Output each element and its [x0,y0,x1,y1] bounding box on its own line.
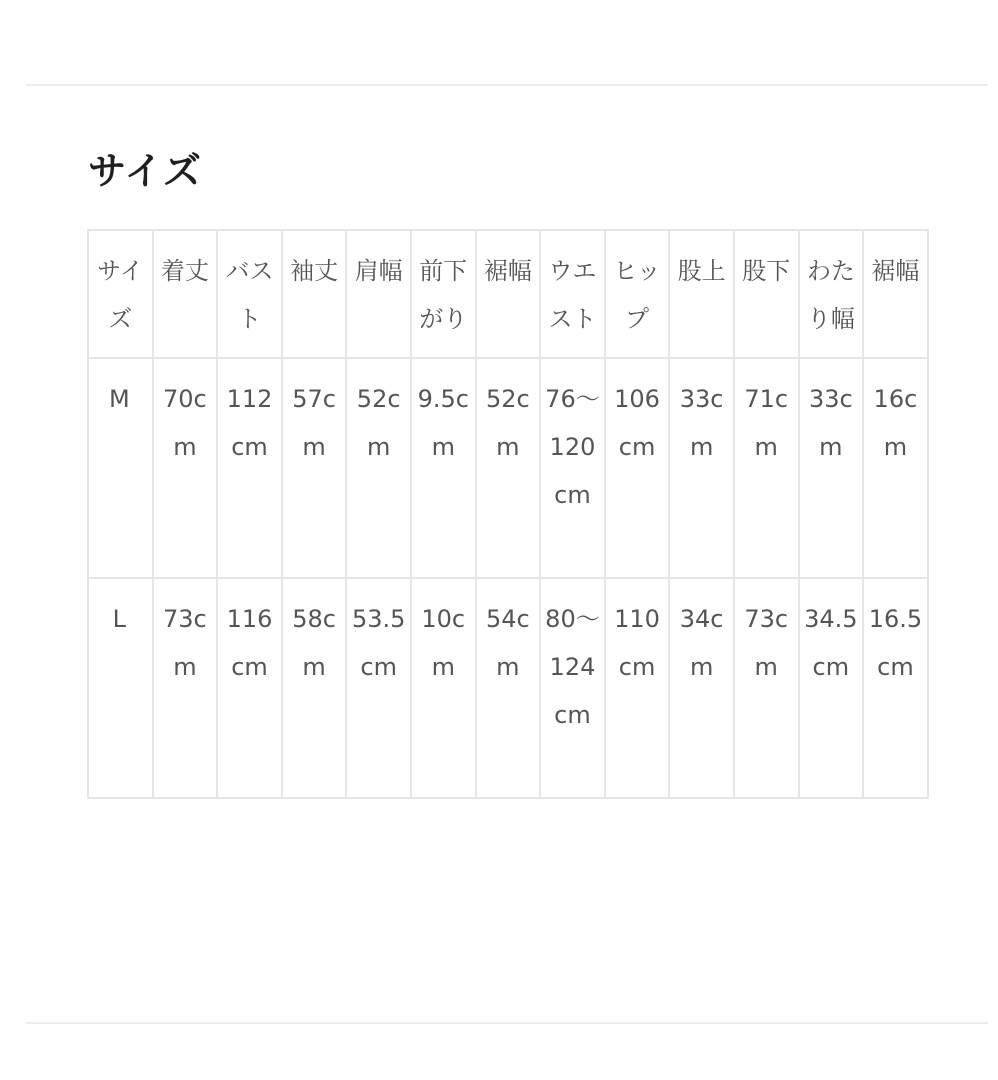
header-hem-width: 裾幅 [476,230,541,358]
table-row [88,578,928,798]
header-waist: ウエスト [540,230,605,358]
header-rise: 股上 [669,230,734,358]
table-cell: 16.5cm [863,578,928,798]
table-cell: 112cm [217,358,282,578]
section-title: サイズ [88,149,202,193]
table-cell: 73cm [734,578,799,798]
table-cell: 33cm [669,358,734,578]
table-cell: 16cm [863,358,928,578]
table-cell: 76〜120cm [540,358,605,578]
header-leg-opening: 裾幅 [863,230,928,358]
header-size: サイズ [88,230,153,358]
bottom-divider [26,1022,988,1024]
size-label: M [88,358,153,578]
table-cell: 34cm [669,578,734,798]
table-cell: 10cm [411,578,476,798]
table-cell: 34.5cm [799,578,864,798]
table-cell: 73cm [153,578,218,798]
table-cell: 52cm [346,358,411,578]
table-cell: 70cm [153,358,218,578]
table-cell: 57cm [282,358,347,578]
header-hip: ヒップ [605,230,670,358]
size-table [87,229,929,799]
header-thigh: わたり幅 [799,230,864,358]
table-cell: 33cm [799,358,864,578]
table-cell: 54cm [476,578,541,798]
header-shoulder: 肩幅 [346,230,411,358]
table-cell: 106cm [605,358,670,578]
table-cell: 52cm [476,358,541,578]
header-sleeve: 袖丈 [282,230,347,358]
table-cell: 9.5cm [411,358,476,578]
table-cell: 58cm [282,578,347,798]
table-header-row [88,230,928,358]
header-length: 着丈 [153,230,218,358]
table-cell: 110cm [605,578,670,798]
table-cell: 53.5cm [346,578,411,798]
top-divider [26,84,988,86]
table-cell: 71cm [734,358,799,578]
table-row [88,358,928,578]
table-cell: 116cm [217,578,282,798]
header-front-drop: 前下がり [411,230,476,358]
table-cell: 80〜124cm [540,578,605,798]
header-inseam: 股下 [734,230,799,358]
header-bust: バスト [217,230,282,358]
size-label: L [88,578,153,798]
